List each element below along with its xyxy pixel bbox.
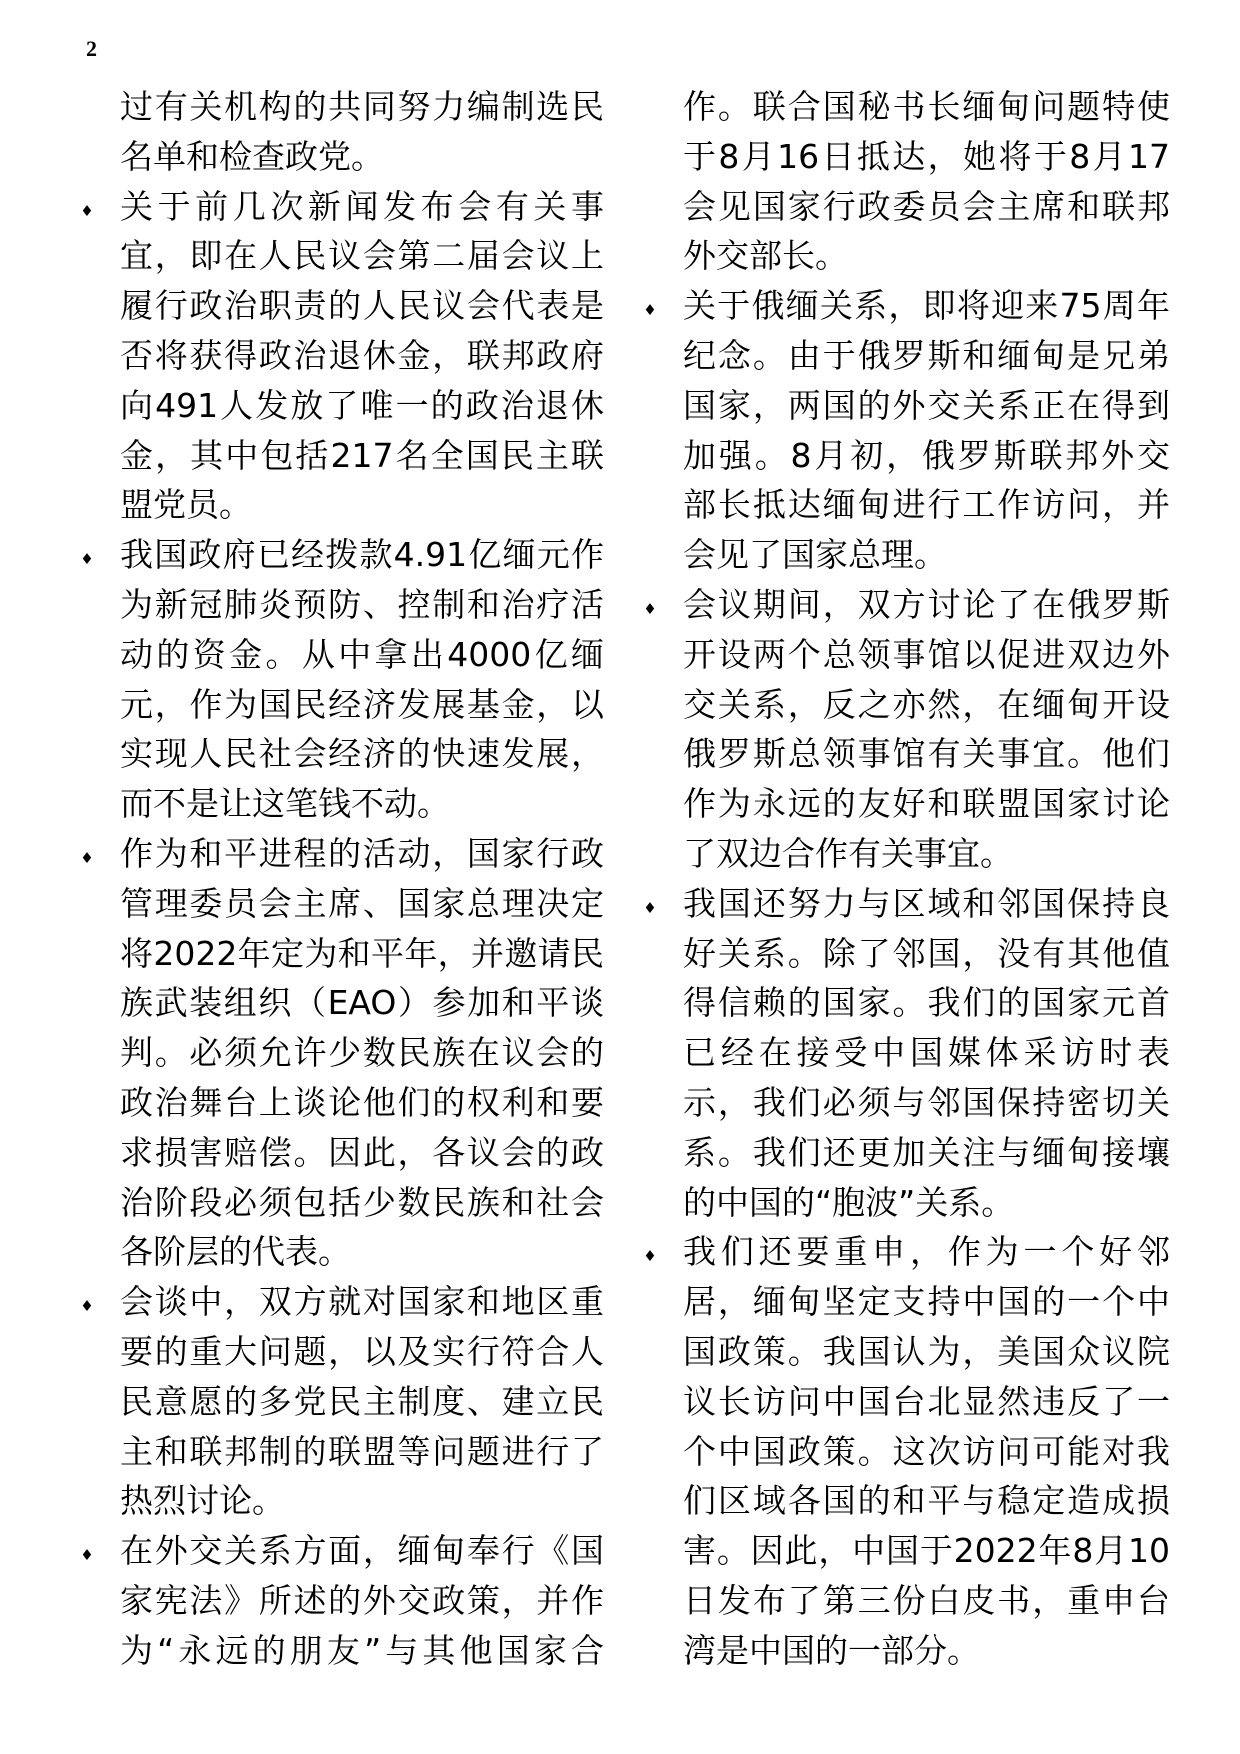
bullet-item bbox=[120, 530, 604, 829]
bullet-item bbox=[120, 182, 604, 531]
bullet-item bbox=[120, 829, 604, 1277]
bullet-item bbox=[683, 1227, 1170, 1675]
bullet-item bbox=[120, 1526, 604, 1675]
text-line: 日发布了第三份白皮书，重申台 bbox=[683, 1580, 1170, 1620]
text-line: 作为永远的友好和联盟国家讨论 bbox=[683, 784, 1170, 824]
text-line: 示，我们必须与邻国保持密切关 bbox=[683, 1082, 1170, 1122]
text-line: 会见国家行政委员会主席和联邦 bbox=[683, 186, 1170, 226]
diamond-bullet-icon bbox=[643, 1232, 657, 1282]
text-line: 主和联邦制的联盟等问题进行了 bbox=[120, 1431, 604, 1471]
text-line: 得信赖的国家。我们的国家元首 bbox=[683, 983, 1170, 1023]
left-column bbox=[120, 82, 604, 1676]
diamond-bullet-icon bbox=[643, 585, 657, 635]
text-line: 关于前几次新闻发布会有关事 bbox=[120, 186, 604, 226]
text-line: 履行政治职责的人民议会代表是 bbox=[120, 286, 604, 326]
text-line: 会谈中，双方就对国家和地区重 bbox=[120, 1282, 604, 1322]
text-line: 我国还努力与区域和邻国保持良 bbox=[683, 883, 1170, 923]
diamond-bullet-icon bbox=[80, 1531, 94, 1581]
text-line: 于8月16日抵达，她将于8月17 bbox=[683, 136, 1170, 176]
text-line: 会见了国家总理。 bbox=[683, 535, 947, 575]
text-line: 我们还要重申，作为一个好邻 bbox=[683, 1232, 1170, 1272]
continued-paragraph bbox=[120, 82, 604, 182]
text-line: 的中国的“胞波”关系。 bbox=[683, 1182, 1015, 1222]
text-line: 居，缅甸坚定支持中国的一个中 bbox=[683, 1282, 1170, 1322]
text-line: 热烈讨论。 bbox=[120, 1481, 285, 1521]
text-line: 民意愿的多党民主制度、建立民 bbox=[120, 1381, 604, 1421]
text-line: 纪念。由于俄罗斯和缅甸是兄弟 bbox=[683, 335, 1170, 375]
text-line: 过有关机构的共同努力编制选民 bbox=[120, 87, 604, 126]
text-line: 族武装组织（EAO）参加和平谈 bbox=[120, 983, 604, 1023]
text-line: 盟党员。 bbox=[120, 485, 252, 525]
text-line: 已经在接受中国媒体采访时表 bbox=[683, 1033, 1170, 1073]
text-line: 好关系。除了邻国，没有其他值 bbox=[683, 933, 1170, 973]
text-line: 害。因此，中国于2022年8月10 bbox=[683, 1531, 1170, 1571]
text-line: 个中国政策。这次访问可能对我 bbox=[683, 1431, 1170, 1471]
text-line: 向491人发放了唯一的政治退休 bbox=[120, 385, 604, 425]
text-line: 家宪法》所述的外交政策，并作 bbox=[120, 1580, 604, 1620]
bullet-item bbox=[120, 1277, 604, 1526]
text-line: 湾是中国的一部分。 bbox=[683, 1630, 980, 1670]
text-line: 会议期间，双方讨论了在俄罗斯 bbox=[683, 584, 1170, 624]
text-line: 关于俄缅关系，即将迎来75周年 bbox=[683, 286, 1170, 326]
text-line: 我国政府已经拨款4.91亿缅元作 bbox=[120, 535, 604, 575]
text-line: 加强。8月初，俄罗斯联邦外交 bbox=[683, 435, 1170, 475]
bullet-item bbox=[683, 879, 1170, 1228]
text-line: 部长抵达缅甸进行工作访问，并 bbox=[683, 485, 1170, 525]
text-line: 为“永远的朋友”与其他国家合 bbox=[120, 1630, 604, 1670]
text-line: 交关系，反之亦然，在缅甸开设 bbox=[683, 684, 1170, 724]
page-number: 2 bbox=[86, 36, 97, 61]
text-line: 国家，两国的外交关系正在得到 bbox=[683, 385, 1170, 425]
diamond-bullet-icon bbox=[643, 286, 657, 336]
diamond-bullet-icon bbox=[80, 187, 94, 237]
text-line: 判。必须允许少数民族在议会的 bbox=[120, 1033, 604, 1073]
text-line: 议长访问中国台北显然违反了一 bbox=[683, 1381, 1170, 1421]
text-line: 管理委员会主席、国家总理决定 bbox=[120, 883, 604, 923]
bullet-item bbox=[683, 281, 1170, 580]
text-line: 政治舞台上谈论他们的权利和要 bbox=[120, 1082, 604, 1122]
text-line: 了双边合作有关事宜。 bbox=[683, 833, 1013, 873]
continued-paragraph bbox=[683, 82, 1170, 281]
text-line: 金，其中包括217名全国民主联 bbox=[120, 435, 604, 475]
text-line: 们区域各国的和平与稳定造成损 bbox=[683, 1481, 1170, 1521]
bullet-item bbox=[683, 580, 1170, 879]
text-line: 作为和平进程的活动，国家行政 bbox=[120, 833, 604, 873]
text-line: 在外交关系方面，缅甸奉行《国 bbox=[120, 1531, 604, 1571]
text-line: 求损害赔偿。因此，各议会的政 bbox=[120, 1132, 604, 1172]
text-line: 而不是让这笔钱不动。 bbox=[120, 784, 450, 824]
diamond-bullet-icon bbox=[80, 834, 94, 884]
diamond-bullet-icon bbox=[643, 884, 657, 934]
text-line: 宜，即在人民议会第二届会议上 bbox=[120, 236, 604, 276]
text-line: 实现人民社会经济的快速发展， bbox=[120, 734, 604, 774]
text-line: 外交部长。 bbox=[683, 236, 848, 276]
text-line: 名单和检查政党。 bbox=[120, 136, 384, 176]
diamond-bullet-icon bbox=[80, 535, 94, 585]
text-line: 各阶层的代表。 bbox=[120, 1232, 351, 1272]
right-column bbox=[683, 82, 1170, 1676]
text-line: 为新冠肺炎预防、控制和治疗活 bbox=[120, 584, 604, 624]
text-line: 作。联合国秘书长缅甸问题特使 bbox=[683, 87, 1170, 126]
text-line: 动的资金。从中拿出4000亿缅 bbox=[120, 634, 604, 674]
diamond-bullet-icon bbox=[80, 1282, 94, 1332]
text-line: 将2022年定为和平年，并邀请民 bbox=[120, 933, 604, 973]
text-line: 否将获得政治退休金，联邦政府 bbox=[120, 335, 604, 375]
text-line: 俄罗斯总领事馆有关事宜。他们 bbox=[683, 734, 1170, 774]
text-line: 元，作为国民经济发展基金，以 bbox=[120, 684, 604, 724]
text-line: 要的重大问题，以及实行符合人 bbox=[120, 1331, 604, 1371]
text-line: 国政策。我国认为，美国众议院 bbox=[683, 1331, 1170, 1371]
text-line: 开设两个总领事馆以促进双边外 bbox=[683, 634, 1170, 674]
text-line: 治阶段必须包括少数民族和社会 bbox=[120, 1182, 604, 1222]
text-line: 系。我们还更加关注与缅甸接壤 bbox=[683, 1132, 1170, 1172]
